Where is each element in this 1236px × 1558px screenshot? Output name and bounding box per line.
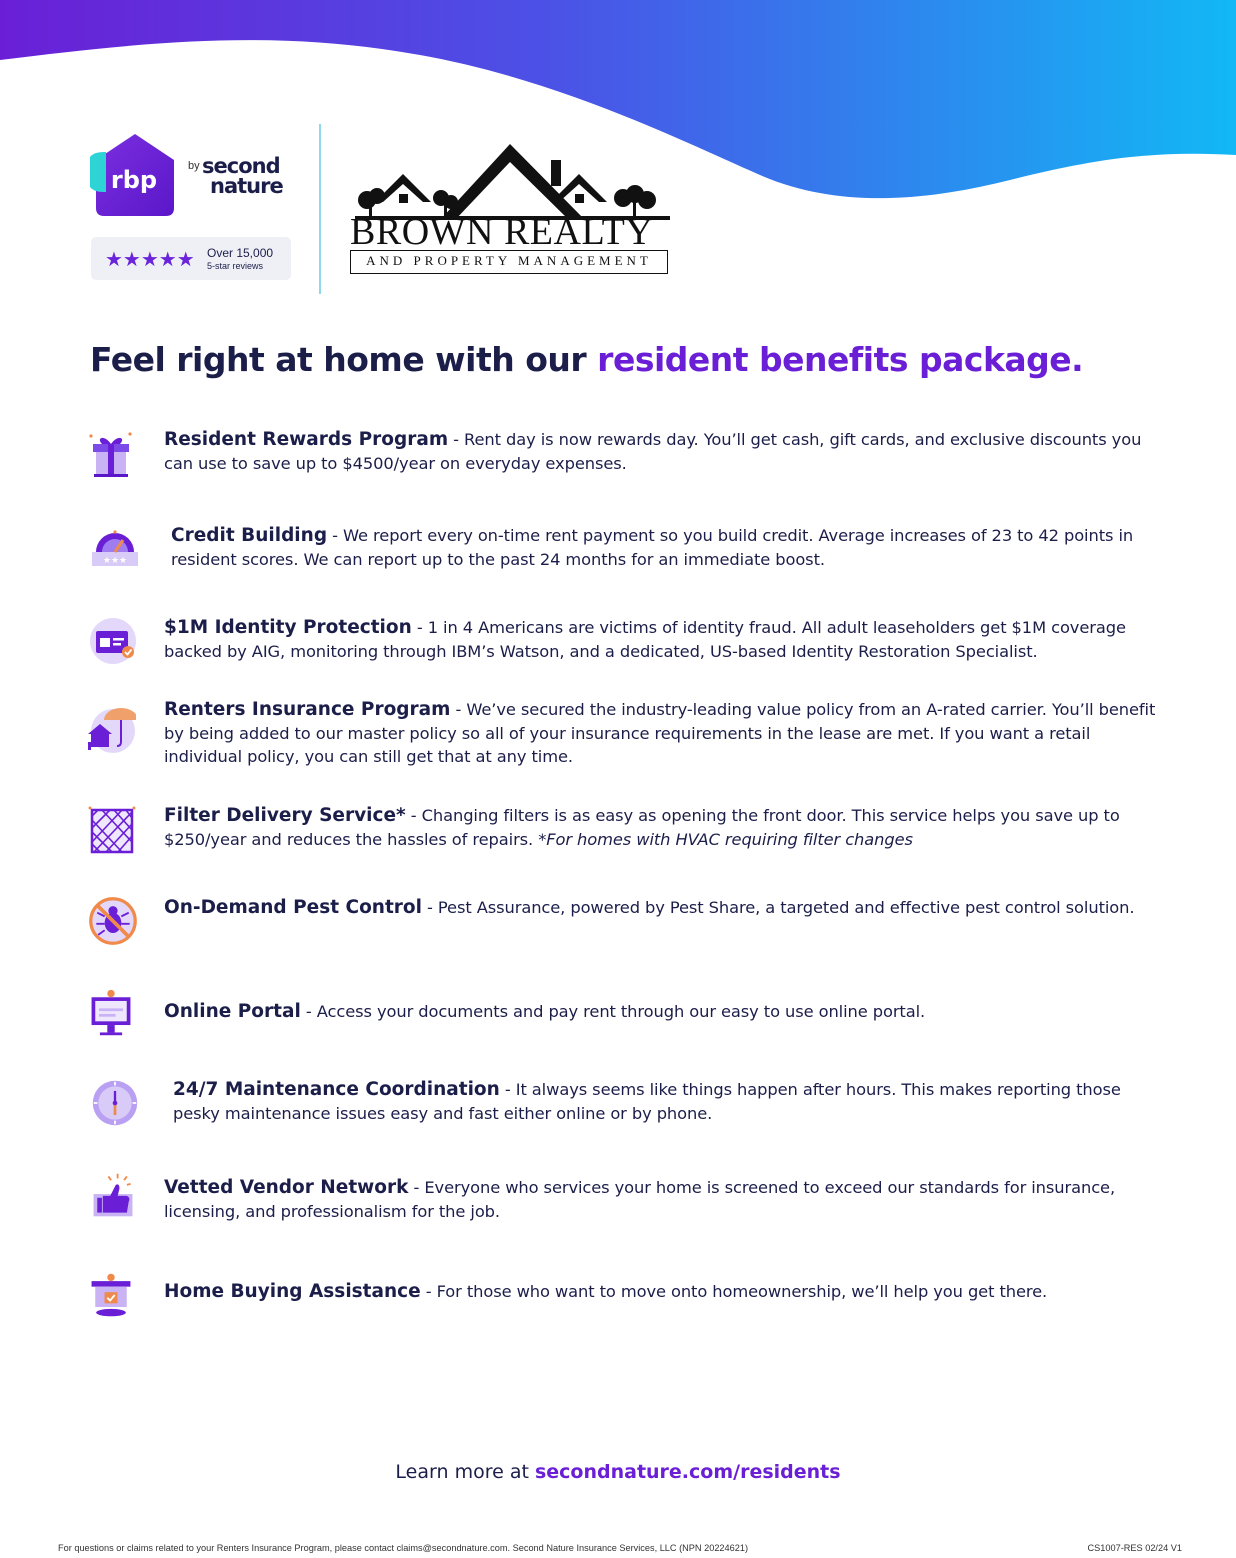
credit-gauge-icon bbox=[90, 524, 140, 574]
benefit-desc: - Everyone who services your home is screened to exceed our standards for insurance, licensing, and professionalism for the job. bbox=[164, 1178, 1116, 1221]
clock-icon bbox=[90, 1078, 140, 1128]
benefit-text bbox=[164, 896, 1159, 920]
benefit-title: Credit Building bbox=[171, 525, 328, 546]
benefit-text bbox=[164, 1280, 1159, 1304]
benefit-desc: - Access your documents and pay rent through our easy to use online portal. bbox=[300, 1002, 926, 1021]
benefit-title: $1M Identity Protection bbox=[164, 617, 412, 638]
benefit-text bbox=[164, 698, 1159, 769]
benefit-desc: - Changing filters is as easy as opening the front door. This service helps you save up to $250/year and reduces the hassles of repairs. bbox=[164, 806, 1120, 849]
insurance-disclaimer: For questions or claims related to your Renters Insurance Program, please contact claims@secondnature.com. Second Nature Insurance Services, LLC (NPN 20224621) bbox=[58, 1543, 749, 1553]
air-filter-icon bbox=[88, 806, 138, 856]
benefit-text bbox=[164, 1176, 1159, 1223]
benefit-title: Home Buying Assistance bbox=[164, 1281, 421, 1302]
benefit-title: Resident Rewards Program bbox=[164, 429, 449, 450]
benefit-text bbox=[173, 1078, 1163, 1125]
page-headline bbox=[90, 340, 1083, 379]
benefit-title: Online Portal bbox=[164, 1001, 301, 1022]
benefit-title: Renters Insurance Program bbox=[164, 699, 451, 720]
svg-text:★★★: ★★★ bbox=[102, 556, 128, 566]
benefit-text bbox=[164, 616, 1159, 663]
benefit-title: Vetted Vendor Network bbox=[164, 1177, 409, 1198]
headline-lead: Feel right at home with our bbox=[90, 340, 598, 379]
reviews-text bbox=[207, 247, 273, 273]
benefit-footnote: *For homes with HVAC requiring filter changes bbox=[538, 829, 913, 849]
thumbs-up-icon bbox=[88, 1170, 138, 1220]
benefit-text bbox=[164, 428, 1159, 475]
logo-divider bbox=[319, 124, 321, 294]
benefit-title: Filter Delivery Service* bbox=[164, 805, 406, 826]
benefit-desc: - It always seems like things happen after hours. This makes reporting those pesky maintenance issues easy and fast either online or by phone. bbox=[173, 1080, 1121, 1123]
benefit-desc: - Rent day is now rewards day. You’ll get cash, gift cards, and exclusive discounts you can use to save up to $4500/year on everyday expenses. bbox=[164, 430, 1142, 473]
benefit-desc: - For those who want to move onto homeownership, we’ll help you get there. bbox=[420, 1282, 1048, 1301]
rbp-logo-mark bbox=[90, 130, 180, 220]
home-check-icon bbox=[86, 1270, 136, 1320]
id-card-icon bbox=[88, 616, 138, 666]
benefit-desc: - 1 in 4 Americans are victims of identity fraud. All adult leaseholders get $1M coverage backed by AIG, monitoring through IBM’s Watson, and a dedicated, US-based Identity Restoration Specialist. bbox=[164, 618, 1126, 661]
benefit-desc: - Pest Assurance, powered by Pest Share, a targeted and effective pest control solution. bbox=[421, 898, 1135, 917]
document-code: CS1007-RES 02/24 V1 bbox=[1087, 1543, 1182, 1553]
wordmark-line-2: nature bbox=[210, 174, 283, 198]
learn-more-line bbox=[0, 1461, 1236, 1483]
wordmark-line-1: second bbox=[202, 154, 280, 178]
benefit-desc: - We’ve secured the industry-leading value policy from an A-rated carrier. You’ll benefit by being added to our master policy so all of your insurance requirements in the lease are met. If you want a retail individual policy, you can still get that at any time. bbox=[164, 700, 1156, 766]
headline-highlight: resident benefits package. bbox=[597, 340, 1084, 379]
reviews-count: Over 15,000 bbox=[207, 246, 274, 260]
benefit-text bbox=[171, 524, 1161, 571]
learn-more-prefix: Learn more at bbox=[395, 1461, 535, 1483]
monitor-portal-icon bbox=[86, 988, 136, 1038]
rating-badge bbox=[91, 237, 291, 280]
learn-more-link[interactable]: secondnature.com/residents bbox=[534, 1461, 841, 1483]
reviews-label: 5-star reviews bbox=[207, 261, 264, 271]
rbp-mark-text: rbp bbox=[110, 166, 158, 194]
umbrella-house-icon bbox=[86, 704, 136, 754]
rbp-by-label: by bbox=[188, 160, 200, 172]
benefit-text bbox=[164, 1000, 1159, 1024]
gift-icon bbox=[86, 430, 136, 480]
brown-realty-name: BROWN REALTY bbox=[350, 211, 654, 253]
benefit-desc: - We report every on-time rent payment so you build credit. Average increases of 23 to 42 points in resident scores. We can report up to the past 24 months for an immediate boost. bbox=[171, 526, 1134, 569]
no-bugs-icon bbox=[88, 896, 138, 946]
benefit-title: On-Demand Pest Control bbox=[164, 897, 422, 918]
brown-realty-subtitle: AND PROPERTY MANAGEMENT bbox=[350, 250, 668, 274]
five-star-icon: ★★★★★ bbox=[105, 249, 195, 271]
benefit-title: 24/7 Maintenance Coordination bbox=[173, 1079, 500, 1100]
second-nature-wordmark bbox=[202, 156, 297, 196]
benefit-text bbox=[164, 804, 1159, 851]
